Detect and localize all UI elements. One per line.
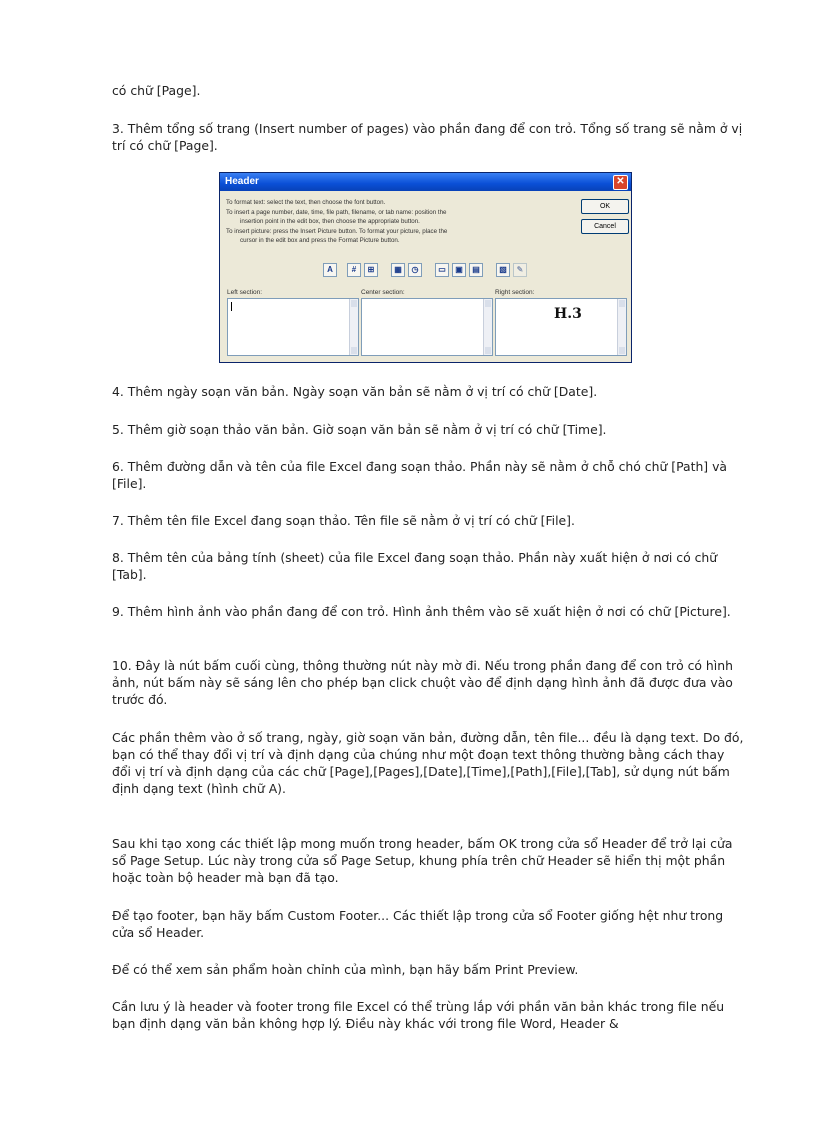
right-section-scrollbar[interactable] [617, 299, 626, 355]
paragraph-print-preview: Để có thể xem sản phẩm hoàn chỉnh của mình, bạn hãy bấm Print Preview. [112, 962, 579, 977]
dialog-title: Header [225, 176, 259, 187]
center-section-label: Center section: [361, 289, 405, 296]
paragraph-step-5: 5. Thêm giờ soạn thảo văn bản. Giờ soạn văn bản sẽ nằm ở vị trí có chữ [Time]. [112, 422, 607, 437]
close-icon[interactable]: ✕ [613, 175, 628, 190]
center-section-scrollbar[interactable] [483, 299, 492, 355]
file-path-icon[interactable]: ▭ [435, 263, 449, 277]
dialog-title-bar [220, 173, 631, 191]
paragraph-text-fields: Các phần thêm vào ở số trang, ngày, giờ soạn văn bản, đường dẫn, tên file... đều là dạng text. Do đó, bạn có thể thay đổi vị trí và định dạng của chúng như một đoạn text thông thường bằng cách thay đổi vị trí và định dạng của các chữ [Page],[Pages],[Date],[Time],[Path],[File],[Tab], sử dụng nút bấm định dạng text (hình chữ A). [112, 730, 744, 796]
paragraph-step-7: 7. Thêm tên file Excel đang soạn thảo. Tên file sẽ nằm ở vị trí có chữ [File]. [112, 513, 575, 528]
page-number-icon[interactable]: # [347, 263, 361, 277]
right-section-editbox[interactable] [495, 298, 627, 356]
paragraph-step-4: 4. Thêm ngày soạn văn bản. Ngày soạn văn bản sẽ nằm ở vị trí có chữ [Date]. [112, 384, 598, 399]
instruction-line: To insert a page number, date, time, file path, filename, or tab name: position the [226, 208, 447, 216]
instruction-line: To format text: select the text, then choose the font button. [226, 199, 386, 206]
font-icon[interactable]: A [323, 263, 337, 277]
paragraph-custom-footer: Để tạo footer, bạn hãy bấm Custom Footer... Các thiết lập trong cửa sổ Footer giống hệt như trong cửa sổ Header. [112, 908, 724, 940]
paragraph-step-10: 10. Đây là nút bấm cuối cùng, thông thường nút này mờ đi. Nếu trong phần đang để con trỏ có hình ảnh, nút bấm này sẽ sáng lên cho phép bạn click chuột vào để định dạng hình ảnh đã được đưa vào trước đó. [112, 658, 733, 707]
left-section-editbox[interactable] [227, 298, 359, 356]
header-dialog-screenshot [219, 172, 632, 363]
figure-label: H.3 [554, 306, 582, 322]
insert-picture-icon[interactable]: ▧ [496, 263, 510, 277]
format-picture-icon[interactable]: ✎ [513, 263, 527, 277]
ok-button[interactable]: OK [581, 199, 629, 214]
paragraph-step-8: 8. Thêm tên của bảng tính (sheet) của file Excel đang soạn thảo. Phần này xuất hiện ở nơi có chữ [Tab]. [112, 550, 718, 582]
paragraph-step-3: 3. Thêm tổng số trang (Insert number of pages) vào phần đang để con trỏ. Tổng số trang sẽ nằm ở vị trí có chữ [Page]. [112, 121, 743, 153]
left-section-label: Left section: [227, 289, 263, 296]
dialog-instructions [226, 198, 556, 246]
file-name-icon[interactable]: ▣ [452, 263, 466, 277]
left-section-scrollbar[interactable] [349, 299, 358, 355]
right-section-label: Right section: [495, 289, 535, 296]
instruction-line: insertion point in the edit box, then choose the appropriate button. [240, 218, 420, 225]
paragraph-ok-page-setup: Sau khi tạo xong các thiết lập mong muốn trong header, bấm OK trong cửa sổ Header để trở lại cửa sổ Page Setup. Lúc này trong cửa sổ Page Setup, khung phía trên chữ Header sẽ hiển thị một phần hoặc toàn bộ header mà bạn đã tạo. [112, 836, 733, 885]
instruction-line: To insert picture: press the Insert Picture button. To format your picture, place the [226, 227, 448, 235]
instruction-line: cursor in the edit box and press the Format Picture button. [240, 237, 400, 244]
paragraph-step-6: 6. Thêm đường dẫn và tên của file Excel đang soạn thảo. Phần này sẽ nằm ở chỗ chó chữ [Path] và [File]. [112, 459, 727, 491]
total-pages-icon[interactable]: ⊞ [364, 263, 378, 277]
paragraph-step-9: 9. Thêm hình ảnh vào phần đang để con trỏ. Hình ảnh thêm vào sẽ xuất hiện ở nơi có chữ [Picture]. [112, 604, 731, 619]
cancel-button[interactable]: Cancel [581, 219, 629, 234]
paragraph-continuation: có chữ [Page]. [112, 83, 201, 98]
time-icon[interactable]: ◷ [408, 263, 422, 277]
paragraph-note: Cần lưu ý là header và footer trong file Excel có thể trùng lắp với phần văn bản khác trong file nếu bạn định dạng văn bản không hợp lý. Điều này khác với trong file Word, Header & [112, 999, 725, 1031]
header-toolbar [220, 263, 631, 279]
date-icon[interactable]: ▦ [391, 263, 405, 277]
center-section-editbox[interactable] [361, 298, 493, 356]
sheet-name-icon[interactable]: ▤ [469, 263, 483, 277]
text-caret [231, 302, 232, 311]
